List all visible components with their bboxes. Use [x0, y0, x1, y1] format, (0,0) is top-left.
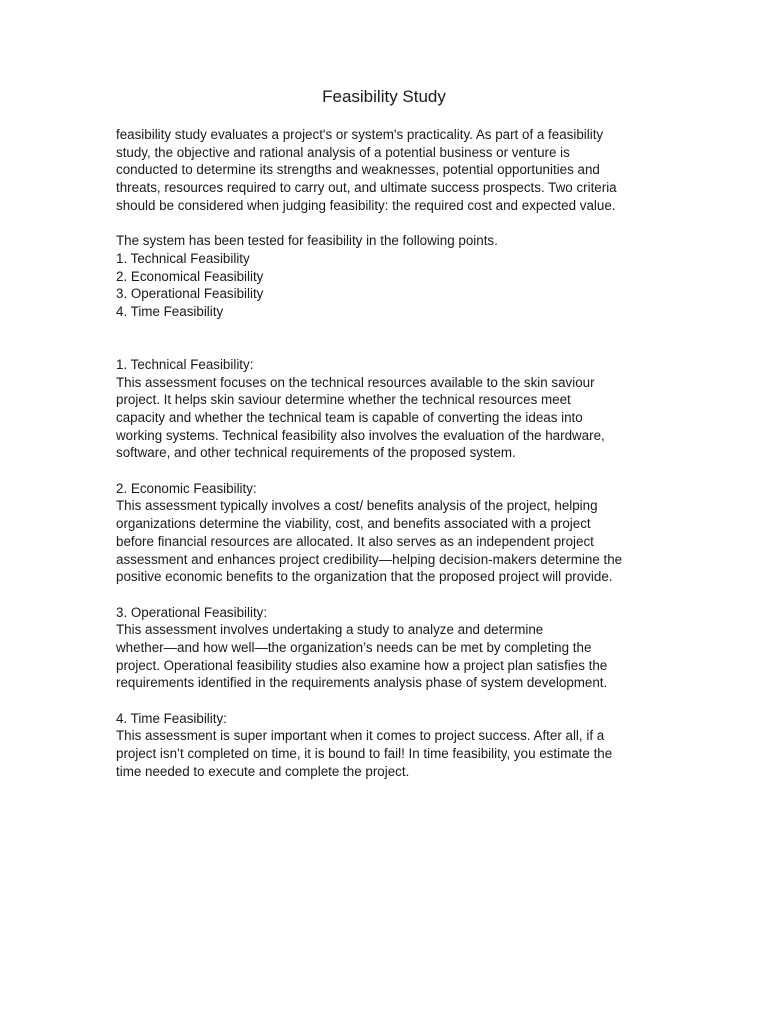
spacer [116, 214, 661, 232]
paragraph-line: conducted to determine its strengths and weaknesses, potential opportunities and [116, 162, 600, 178]
paragraph-line: time needed to execute and complete the project. [116, 763, 410, 779]
list-item: 4. Time Feasibility [116, 303, 224, 319]
paragraph-line: requirements identified in the requirements analysis phase of system development. [116, 675, 608, 691]
paragraph-line: This assessment typically involves a cost/ benefits analysis of the project, helping [116, 498, 598, 514]
paragraph-line: This assessment focuses on the technical resources available to the skin saviour [116, 374, 595, 390]
page-title: Feasibility Study [322, 87, 446, 106]
section-technical [116, 356, 661, 462]
section-heading: 1. Technical Feasibility: [116, 356, 254, 372]
paragraph-line: positive economic benefits to the organization that the proposed project will provide. [116, 569, 613, 585]
paragraph-line: study, the objective and rational analysis of a potential business or venture is [116, 144, 570, 160]
paragraph-line: organizations determine the viability, cost, and benefits associated with a project [116, 516, 591, 532]
paragraph-line: assessment and enhances project credibility—helping decision-makers determine the [116, 551, 623, 567]
document-body [116, 126, 661, 780]
spacer [116, 462, 661, 480]
section-time [116, 710, 661, 781]
paragraph-line: whether—and how well—the organization’s needs can be met by completing the [116, 639, 592, 655]
points-lead: The system has been tested for feasibility in the following points. [116, 233, 498, 249]
paragraph-line: feasibility study evaluates a project's or system's practicality. As part of a feasibility [116, 127, 604, 142]
points-list [116, 232, 661, 320]
intro-paragraph [116, 126, 661, 214]
spacer [116, 321, 661, 356]
paragraph-line: project isn’t completed on time, it is bound to fail! In time feasibility, you estimate the [116, 746, 613, 762]
paragraph-line: project. Operational feasibility studies also examine how a project plan satisfies the [116, 657, 608, 673]
section-heading: 4. Time Feasibility: [116, 710, 227, 726]
paragraph-line: This assessment is super important when it comes to project success. After all, if a [116, 728, 605, 744]
section-economic [116, 480, 661, 586]
paragraph-line: project. It helps skin saviour determine whether the technical resources meet [116, 392, 571, 408]
paragraph-line: This assessment involves undertaking a study to analyze and determine [116, 622, 544, 638]
paragraph-line: software, and other technical requirements of the proposed system. [116, 445, 516, 461]
section-heading: 2. Economic Feasibility: [116, 480, 257, 496]
section-operational [116, 604, 661, 692]
paragraph-line: working systems. Technical feasibility also involves the evaluation of the hardware, [116, 427, 605, 443]
section-heading: 3. Operational Feasibility: [116, 604, 268, 620]
spacer [116, 586, 661, 604]
list-item: 2. Economical Feasibility [116, 268, 264, 284]
list-item: 1. Technical Feasibility [116, 250, 250, 266]
spacer [116, 692, 661, 710]
paragraph-line: should be considered when judging feasibility: the required cost and expected value. [116, 197, 616, 213]
paragraph-line: before financial resources are allocated. It also serves as an independent project [116, 533, 594, 549]
paragraph-line: capacity and whether the technical team is capable of converting the ideas into [116, 410, 583, 426]
list-item: 3. Operational Feasibility [116, 286, 264, 302]
paragraph-line: threats, resources required to carry out, and ultimate success prospects. Two criteria [116, 180, 617, 196]
